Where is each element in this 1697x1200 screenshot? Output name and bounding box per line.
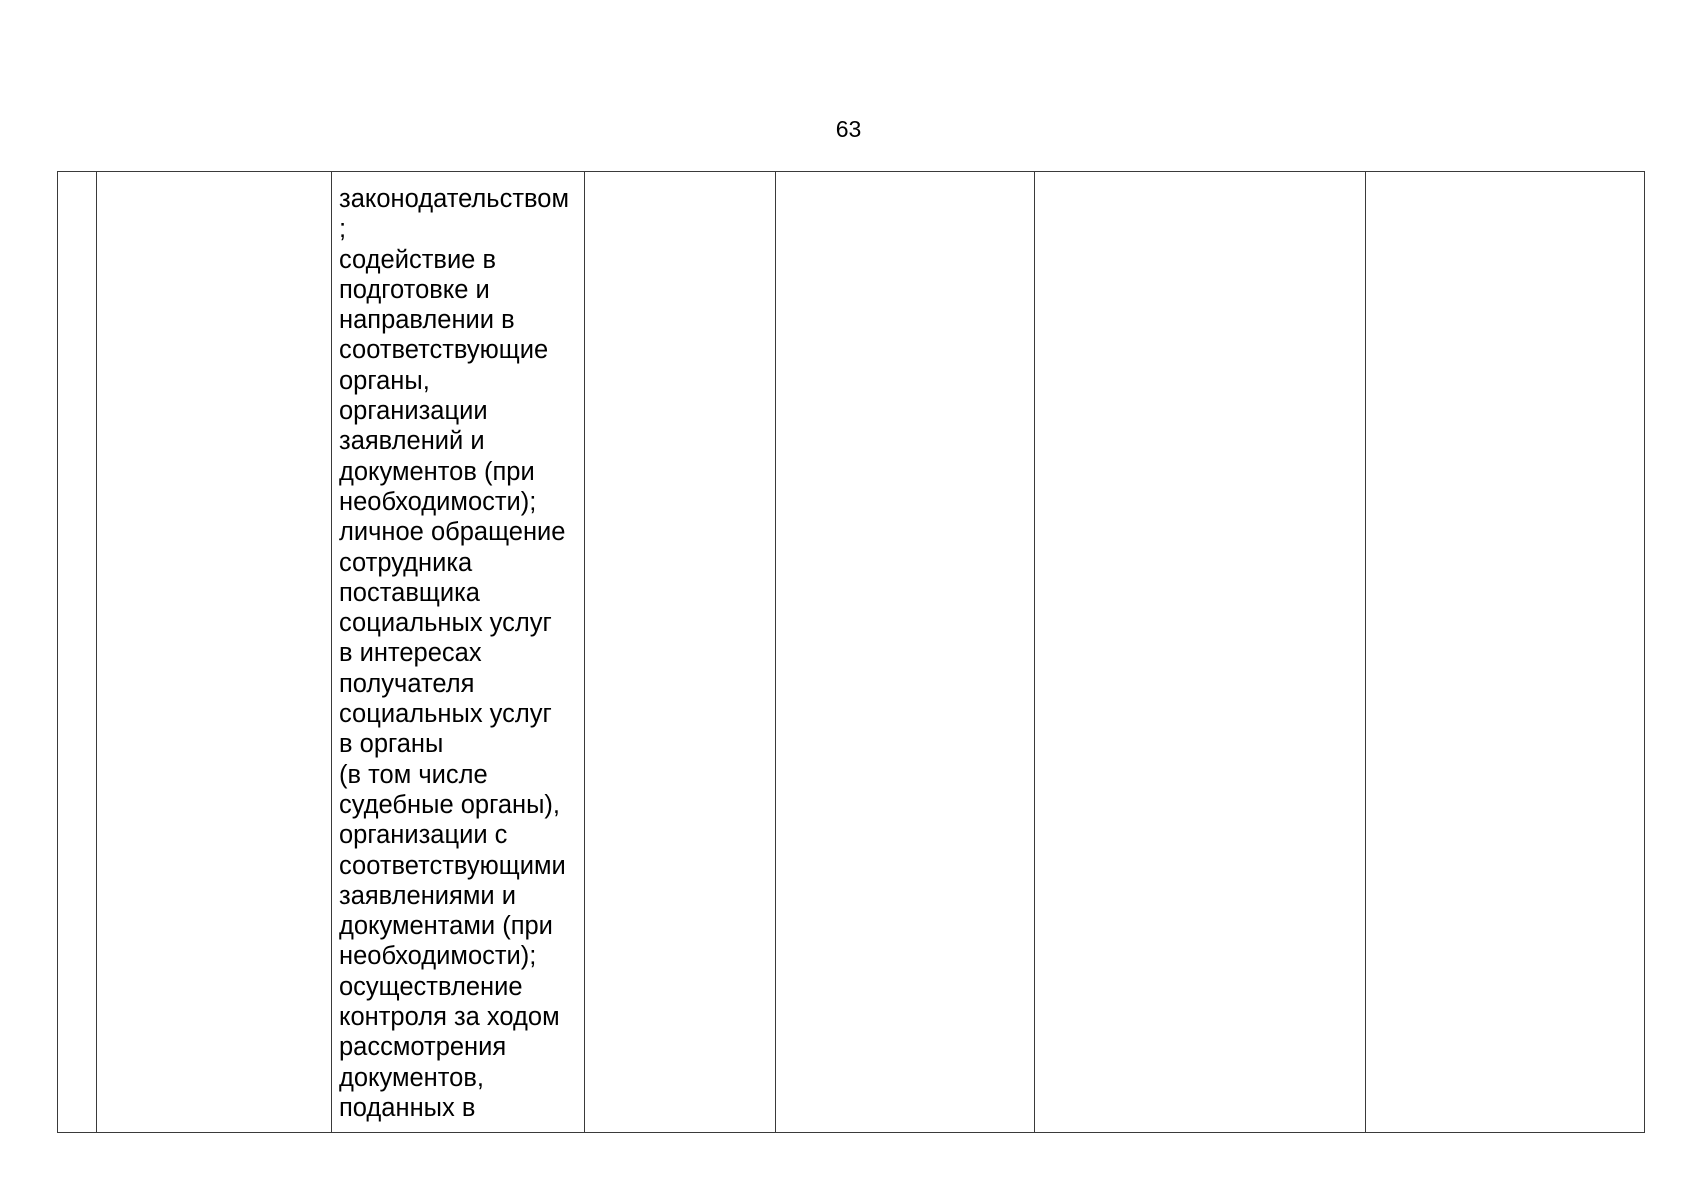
table-cell-col1 — [58, 172, 97, 1133]
text-line: осуществление — [339, 972, 523, 1001]
text-line: поданных в — [339, 1093, 476, 1122]
text-line: (в том числе — [339, 760, 488, 789]
text-line: организации — [339, 397, 488, 426]
text-line: получателя — [339, 669, 475, 698]
text-line: документами (при — [339, 912, 553, 941]
text-line: социальных услуг — [339, 609, 552, 638]
text-line: заявлений и — [339, 427, 485, 456]
table-cell-col5 — [776, 172, 1035, 1133]
text-line: органы, — [339, 366, 430, 395]
text-line: контроля за ходом — [339, 1003, 560, 1032]
text-line: рассмотрения — [339, 1033, 507, 1062]
text-line: подготовке и — [339, 275, 490, 304]
text-line: заявлениями и — [339, 881, 516, 910]
table-row — [58, 172, 1645, 1133]
table-cell-col2 — [97, 172, 332, 1133]
table-cell-col4 — [585, 172, 776, 1133]
text-line: в интересах — [339, 639, 482, 668]
text-line: направлении в — [339, 306, 515, 335]
page-number: 63 — [835, 116, 862, 142]
text-line: социальных услуг — [339, 700, 552, 729]
text-line: необходимости); — [339, 942, 537, 971]
text-line: поставщика — [339, 578, 480, 607]
cell-text-services — [332, 172, 584, 1123]
text-line: содействие в — [339, 245, 496, 274]
text-line: необходимости); — [339, 487, 537, 516]
text-line: в органы — [339, 730, 444, 759]
text-line: судебные органы), — [339, 790, 560, 819]
table-cell-col6 — [1035, 172, 1366, 1133]
table-cell-col3 — [332, 172, 585, 1133]
text-line: сотрудника — [339, 548, 473, 577]
text-line: ; — [339, 215, 347, 244]
text-line: документов (при — [339, 457, 535, 486]
table-cell-col7 — [1366, 172, 1645, 1133]
text-line: соответствующими — [339, 851, 566, 880]
text-line: документов, — [339, 1063, 484, 1092]
text-line: соответствующие — [339, 336, 549, 365]
document-table — [57, 171, 1645, 1133]
text-line: личное обращение — [339, 518, 566, 547]
text-line: организации с — [339, 821, 508, 850]
text-line: законодательством — [339, 185, 569, 213]
